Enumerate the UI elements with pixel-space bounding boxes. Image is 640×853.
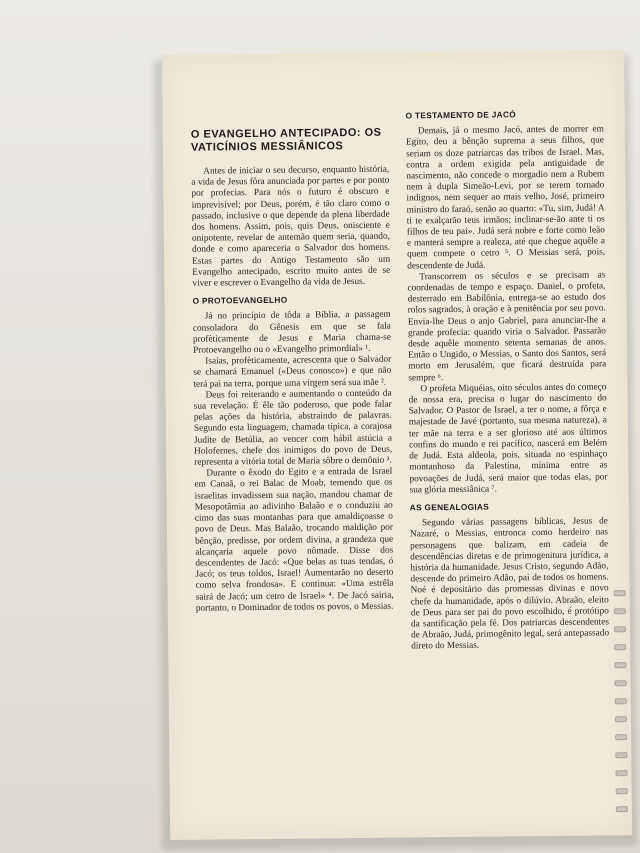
paragraph: Deus foi reiterando e aumentando o conteúdo da sua revelação. É êle tão poderoso, que pode falar pelas ações da história, abstraindo de palavras. Segundo esta linguagem, chamada típica, a corajosa Judite de Betúlia, ao vencer com hábil astúcia a Holofernes, chefe dos inimigos do povo de Deus, representa a vitória total de Maria sôbre o demônio ³.: [193, 388, 393, 468]
section-heading-genealogias: AS GENEALOGIAS: [409, 501, 490, 513]
section-heading-testamento: O TESTAMENTO DE JACÓ: [405, 109, 517, 121]
paragraph: Segundo várias passagens bíblicas, Jesus de Nazaré, o Messias, entronca como herdeiro nas personagens que balizam, em cadeia de descendências diretas e de primogenitura jurídica, a história da humanidade. Jesus Cristo, segundo Adão, descende do primeiro Adão, pai de todos os homens. Noé é depositário das promessas divinas e novo chefe da humanidade, após o dilúvio. Abraão, eleito de Deus para ser pai do povo escolhido, é protótipo da santificação pela fé. Dos patriarcas descendentes de Abraão, Judá, primogênito legal, será antepassado direto do Messias.: [409, 516, 610, 652]
intro-paragraph: Antes de iniciar o seu decurso, enquanto história, a vida de Jesus fôra anunciada por partes e por ponto por profecias. Para nós o futuro é obscuro e imprevisível; por Deus, porém, é tão claro como o passado, inclusive o que depende da plena liberdade dos homens. Assim, pois, quis Deus, onisciente e onipotente, revelar de antemão quem seria, quando, donde e como apareceria o Salvador dos homens. Estas partes do Antigo Testamento são um Evangelho antecipado, escrito muito antes de se viver e escrever o Evangelho da vida de Jesus.: [191, 164, 391, 289]
paragraph: O profeta Miquéias, oito séculos antes do começo de nossa era, precisa o lugar do nascimento do Salvador. O Pastor de Israel, a ter o nome, a fôrça e majestade de Javé (portanto, sua mesma natureza), a ter mãe na terra e a ser glorioso até aos últimos confins do mundo e rei pacífico, nascerá em Belém de Judá. Esta aldeola, pois, situada no espinhaço montanhoso da Palestina, mínima entre as povoações de Judá, será maior que todas elas, por sua glória messiânica ⁷.: [408, 382, 608, 496]
paragraph: Já no princípio de tôda a Bíblia, a passagem consoladora do Gênesis em que se fala profèticamente de Jesus e Maria chama-se Protoevangelho ou o «Evangelho primordial» ¹.: [192, 310, 392, 356]
paragraph: Isaías, profèticamente, acrescenta que o Salvador se chamará Emanuel («Deus conosco») e que não terá pai na terra, porque uma virgem será sua mãe ².: [193, 354, 392, 390]
paragraph: Durante o êxodo do Egito e a entrada de Israel em Canaã, o rei Balac de Moab, temendo que os israelitas invadissem sua nação, mandou chamar de Mesopotâmia ao adivinho Balaão e o conduziu ao cimo das suas montanhas para que amaldiçoasse o povo de Deus. Mas Balaão, trocando maldição por bênção, predisse, por ordem divina, a grandeza que alcançaria aquele povo nômade. Disse dos descendentes de Jacó: «Que belas as tuas tendas, ó Jacó; os teus toldos, Israel! Aumentarão no deserto como selva frondosa». E continua: «Uma estrêla sairá de Jacó; um cetro de Israel» ⁴. De Jacó sairia, portanto, o Dominador de todos os povos, o Messias.: [194, 466, 394, 614]
paragraph: Transcorrem os séculos e se precisam as coordenadas de tempo e espaço. Daniel, o profeta, desterrado em Babilônia, entrega-se ao estudo dos rolos sagrados, à oração e à penitência por seu povo. Envia-lhe Deus o anjo Gabriel, para anunciar-lhe a grande profecia: quando viria o Salvador. Passarão desde aquêle momento setenta semanas de anos. Então o Ungido, o Messias, o Santo dos Santos, será morto em Jerusalém, que ficará destruída para sempre ⁶.: [407, 270, 607, 384]
right-column: [406, 108, 610, 653]
section-heading-protoevangelho: O PROTOEVANGELHO: [192, 294, 288, 306]
chapter-title: O EVANGELHO ANTECIPADO: OS VATICÍNIOS MESSIÂNICOS: [190, 126, 382, 154]
left-column: [191, 107, 394, 615]
paragraph: Demais, já o mesmo Jacó, antes de morrer em Egito, deu a bênção suprema a seus filhos, que seriam os doze patriarcas das tribos de Israel. Mas, contra a ordem exigida pela antiguidade de nascimento, não concede o morgadio nem a Rubem nem à dupla Simeão-Levi, por se terem tornado indignos, nem sequer ao mais velho, José, primeiro ministro do faraó, senão ao quarto: «Tu, sim, Judá! A ti te exalçarão teus irmãos; inclinar-se-ão ante ti os filhos de teu pai». Judá será nobre e forte como leão e manterá sempre a realeza, até que chegue aquêle a quem compete o cetro ⁵. O Messias será, pois, descendente de Judá.: [405, 124, 606, 272]
book-page: [162, 50, 632, 840]
